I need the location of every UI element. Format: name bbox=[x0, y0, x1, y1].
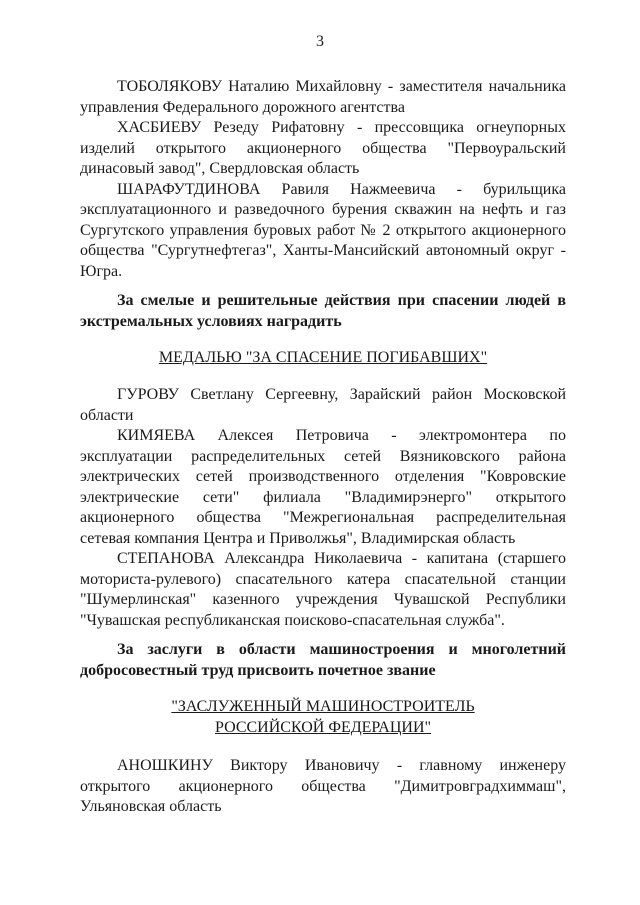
decree-intro-title: За заслуги в области машиностроения и многолетний добросовестный труд присвоить почетное звание bbox=[80, 641, 566, 679]
award-entry: АНОШКИНУ Виктору Ивановичу - главному инженеру открытого акционерного общества "Димитровградхиммаш", Ульяновская область bbox=[80, 757, 566, 815]
award-entry: ТОБОЛЯКОВУ Наталию Михайловну - заместителя начальника управления Федерального дорожного агентства bbox=[80, 78, 566, 116]
honorary-title-heading: "ЗАСЛУЖЕННЫЙ МАШИНОСТРОИТЕЛЬ РОССИЙСКОЙ ФЕДЕРАЦИИ" bbox=[171, 698, 475, 736]
decree-intro-medal: За смелые и решительные действия при спасении людей в экстремальных условиях наградить bbox=[80, 292, 566, 330]
award-entry: ШАРАФУТДИНОВА Равиля Нажмеевича - бурильщика эксплуатационного и разведочного бурения скважин на нефть и газ Сургутского управления буровых работ № 2 открытого акционерного общества "Сургутнефтегаз", Ханты-Мансийский автономный округ - Югра. bbox=[80, 180, 566, 280]
award-entry: ХАСБИЕВУ Резеду Рифатовну - прессовщика огнеупорных изделий открытого акционерного общества "Первоуральский динасовый завод", Свердловская область bbox=[80, 119, 566, 177]
award-entry: СТЕПАНОВА Александра Николаевича - капитана (старшего моториста-рулевого) спасательного катера спасательной станции "Шумерлинская" казенного учреждения Чувашской Республики "Чувашская республиканская поисково-спасательная служба". bbox=[80, 550, 566, 629]
page-number: 3 bbox=[316, 33, 324, 50]
medal-heading: МЕДАЛЬЮ "ЗА СПАСЕНИЕ ПОГИБАВШИХ" bbox=[158, 349, 488, 366]
award-list-section-3 bbox=[80, 756, 566, 818]
award-entry: КИМЯЕВА Алексея Петровича - электромонтера по эксплуатации распределительных сетей Вязниковского района электрических сетей производственного отделения "Ковровские электрические сети" филиала "Владимирэнерго" открытого акционерного общества "Межрегиональная распределительная сетевая компания Центра и Приволжья", Владимирская область bbox=[80, 427, 566, 547]
award-list-section-2 bbox=[80, 385, 566, 631]
award-list-section-1 bbox=[80, 77, 566, 282]
award-entry: ГУРОВУ Светлану Сергеевну, Зарайский район Московской области bbox=[80, 386, 566, 424]
